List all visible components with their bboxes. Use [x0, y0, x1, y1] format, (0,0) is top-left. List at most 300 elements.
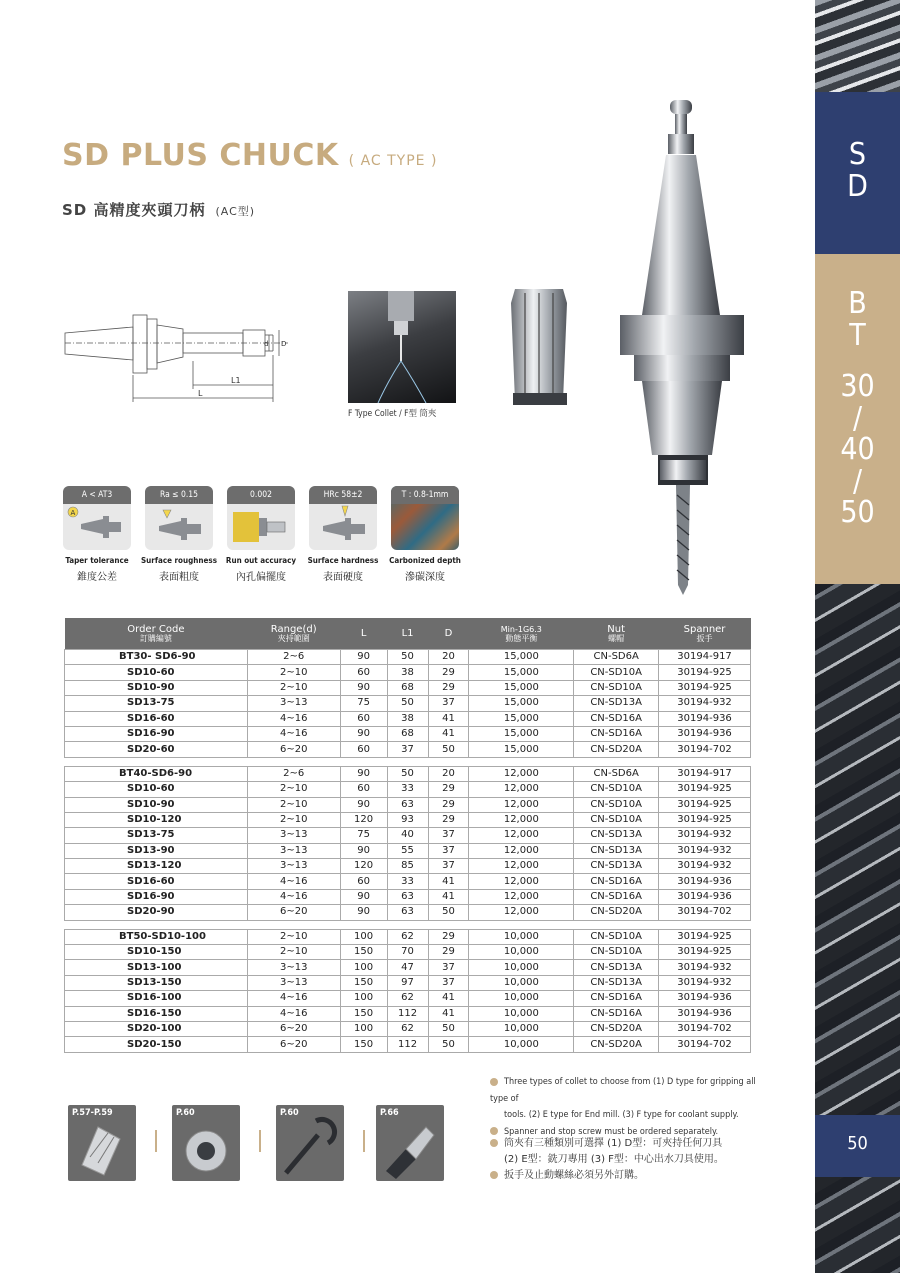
table-cell: 2~10 [247, 929, 340, 944]
table-row [65, 1037, 751, 1052]
table-cell: 62 [387, 929, 428, 944]
table-cell: 90 [340, 843, 387, 858]
table-cell: 2~10 [247, 782, 340, 797]
table-cell: 20 [428, 766, 469, 781]
table-cell: CN-SD6A [574, 650, 659, 665]
order-code-cell: SD13-150 [65, 975, 248, 990]
table-cell: 112 [387, 1006, 428, 1021]
table-row [65, 1021, 751, 1036]
table-cell: 6~20 [247, 742, 340, 757]
table-row [65, 650, 751, 665]
table-row [65, 665, 751, 680]
table-row [65, 797, 751, 812]
page-title-text: SD PLUS CHUCK [62, 138, 339, 173]
accessory-page-ref: P.57-P.59 [72, 1108, 113, 1118]
table-cell: 30194-925 [659, 797, 751, 812]
table-cell: 12,000 [469, 766, 574, 781]
table-cell: 30194-936 [659, 1006, 751, 1021]
table-row [65, 696, 751, 711]
table-cell: 4~16 [247, 874, 340, 889]
table-cell: 30194-936 [659, 991, 751, 1006]
table-cell: 90 [340, 650, 387, 665]
table-cell: CN-SD16A [574, 726, 659, 741]
order-code-cell: SD10-150 [65, 945, 248, 960]
accessory-spanner[interactable] [276, 1105, 344, 1181]
col-l: L [340, 618, 387, 650]
table-cell: 120 [340, 812, 387, 827]
table-cell: 12,000 [469, 797, 574, 812]
accessory-collet[interactable] [68, 1105, 136, 1181]
table-cell: 41 [428, 711, 469, 726]
spec-label-zh: 表面粗度 [159, 572, 199, 583]
table-cell: CN-SD16A [574, 991, 659, 1006]
table-row [65, 742, 751, 757]
note-zh-collet-types: 筒夾有三種類別可選擇 (1) D型：可夾持任何刀具 [490, 1136, 760, 1152]
table-cell: 6~20 [247, 905, 340, 920]
page-number-tab [815, 1115, 900, 1177]
bullet-icon [490, 1139, 498, 1147]
note-collet-types: Three types of collet to choose from (1) D type for gripping all type of [490, 1077, 756, 1104]
col-order-code: Order Code 訂購編號 [65, 618, 248, 650]
spec-label-zh: 內孔偏擺度 [236, 572, 286, 583]
table-row [65, 859, 751, 874]
notes-chinese [490, 1136, 760, 1184]
table-cell: 29 [428, 680, 469, 695]
table-cell: 6~20 [247, 1037, 340, 1052]
table-cell: 90 [340, 766, 387, 781]
table-cell: 10,000 [469, 991, 574, 1006]
table-cell: 3~13 [247, 859, 340, 874]
table-cell: 2~10 [247, 812, 340, 827]
table-cell: CN-SD13A [574, 843, 659, 858]
table-cell: CN-SD10A [574, 945, 659, 960]
table-cell: 30194-702 [659, 1021, 751, 1036]
table-cell: CN-SD13A [574, 975, 659, 990]
table-cell: 40 [387, 828, 428, 843]
accessory-separator [155, 1130, 157, 1152]
order-code-cell: SD10-60 [65, 782, 248, 797]
page-number: 50 [847, 1133, 868, 1154]
order-code-cell: BT30- SD6-90 [65, 650, 248, 665]
table-cell: 50 [428, 905, 469, 920]
table-cell: 30194-932 [659, 843, 751, 858]
spec-label-zh: 表面硬度 [323, 572, 363, 583]
table-cell: 68 [387, 726, 428, 741]
table-cell: 70 [387, 945, 428, 960]
table-row [65, 812, 751, 827]
table-cell: 2~6 [247, 766, 340, 781]
table-cell: 30194-925 [659, 782, 751, 797]
table-cell: 50 [387, 696, 428, 711]
table-cell: 47 [387, 960, 428, 975]
table-cell: 4~16 [247, 889, 340, 904]
order-code-cell: SD10-90 [65, 797, 248, 812]
table-cell: 112 [387, 1037, 428, 1052]
table-cell: CN-SD10A [574, 680, 659, 695]
table-cell: 41 [428, 1006, 469, 1021]
spec-marker-a: A [70, 509, 76, 517]
table-cell: 12,000 [469, 843, 574, 858]
spec-surface-hardness [309, 486, 377, 583]
table-cell: 90 [340, 889, 387, 904]
table-cell: 10,000 [469, 975, 574, 990]
table-cell: 12,000 [469, 874, 574, 889]
note-order-separately: Spanner and stop screw must be ordered separately. [490, 1124, 760, 1141]
table-cell: 120 [340, 859, 387, 874]
order-code-cell: SD16-100 [65, 991, 248, 1006]
order-code-cell: SD20-90 [65, 905, 248, 920]
order-code-cell: SD20-150 [65, 1037, 248, 1052]
table-cell: 30194-925 [659, 945, 751, 960]
bullet-icon [490, 1171, 498, 1179]
table-cell: 37 [428, 828, 469, 843]
hardness-icon [309, 504, 377, 550]
table-cell: 150 [340, 1006, 387, 1021]
spec-label-zh: 滲碳深度 [405, 572, 445, 583]
note-zh-collet-types-cont: (2) E型：銑刀專用 (3) F型：中心出水刀具使用。 [504, 1154, 724, 1165]
table-cell: 30194-936 [659, 889, 751, 904]
table-cell: 30194-932 [659, 696, 751, 711]
table-cell: 63 [387, 889, 428, 904]
table-cell: 12,000 [469, 812, 574, 827]
table-cell: 29 [428, 665, 469, 680]
table-cell: 10,000 [469, 945, 574, 960]
schematic-label-d-large: D [281, 340, 287, 348]
table-cell: 60 [340, 711, 387, 726]
table-cell: 68 [387, 680, 428, 695]
spec-header: 0.002 [227, 486, 295, 504]
order-code-cell: SD13-75 [65, 696, 248, 711]
table-row [65, 1006, 751, 1021]
table-cell: 37 [428, 859, 469, 874]
table-cell: 30194-925 [659, 929, 751, 944]
page-subtitle-text: SD 高精度夾頭刀柄 [62, 201, 206, 219]
col-range: Range(d) 夾持範圍 [247, 618, 340, 650]
table-cell: 3~13 [247, 828, 340, 843]
table-cell: CN-SD13A [574, 828, 659, 843]
table-cell: 93 [387, 812, 428, 827]
table-cell: 12,000 [469, 859, 574, 874]
taper-icon [63, 504, 131, 550]
table-row [65, 766, 751, 781]
side-tab-bt-label: B T [848, 286, 867, 353]
side-tab-sd-label: S D [847, 137, 868, 204]
table-cell: 30194-925 [659, 812, 751, 827]
spec-surface-roughness [141, 486, 217, 583]
table-cell: 37 [428, 960, 469, 975]
col-nut: Nut 螺帽 [574, 618, 659, 650]
table-cell: CN-SD16A [574, 889, 659, 904]
table-cell: 38 [387, 665, 428, 680]
table-cell: 30194-936 [659, 874, 751, 889]
table-cell: 75 [340, 828, 387, 843]
table-row [65, 711, 751, 726]
notes-english [490, 1074, 760, 1140]
order-code-cell: SD10-120 [65, 812, 248, 827]
table-cell: CN-SD6A [574, 766, 659, 781]
table-cell: 29 [428, 945, 469, 960]
spec-label-en: Carbonized depth [389, 556, 461, 565]
order-code-cell: SD16-60 [65, 874, 248, 889]
table-cell: CN-SD20A [574, 905, 659, 920]
table-cell: 90 [340, 905, 387, 920]
table-cell: 30194-917 [659, 650, 751, 665]
spec-label-zh: 錐度公差 [77, 572, 117, 583]
table-cell: 2~10 [247, 680, 340, 695]
table-cell: 90 [340, 726, 387, 741]
order-code-cell: SD20-60 [65, 742, 248, 757]
page-subtitle [62, 199, 255, 220]
table-cell: 37 [428, 696, 469, 711]
table-cell: 90 [340, 797, 387, 812]
table-cell: CN-SD10A [574, 797, 659, 812]
table-cell: 30194-702 [659, 1037, 751, 1052]
table-cell: CN-SD10A [574, 929, 659, 944]
table-cell: 60 [340, 742, 387, 757]
table-cell: 12,000 [469, 828, 574, 843]
table-cell: 100 [340, 991, 387, 1006]
table-header-row [65, 618, 751, 650]
accessory-stop-screw[interactable] [376, 1105, 444, 1181]
table-row [65, 828, 751, 843]
page-title-suffix: ( AC TYPE ) [348, 153, 438, 169]
order-code-cell: SD16-90 [65, 889, 248, 904]
table-cell: 10,000 [469, 1021, 574, 1036]
table-cell: 30194-932 [659, 828, 751, 843]
bullet-icon [490, 1127, 498, 1135]
table-cell: 30194-917 [659, 766, 751, 781]
table-cell: 41 [428, 726, 469, 741]
table-cell: 38 [387, 711, 428, 726]
table-cell: 41 [428, 889, 469, 904]
col-l1: L1 [387, 618, 428, 650]
collet-image [503, 283, 576, 413]
table-cell: 30194-925 [659, 680, 751, 695]
table-cell: 15,000 [469, 711, 574, 726]
table-cell: 150 [340, 1037, 387, 1052]
spec-label-en: Surface hardness [307, 556, 379, 565]
table-cell: 29 [428, 782, 469, 797]
table-row [65, 782, 751, 797]
table-cell: 4~16 [247, 726, 340, 741]
table-cell: 29 [428, 812, 469, 827]
table-cell: 37 [387, 742, 428, 757]
col-d: D [428, 618, 469, 650]
table-cell: 55 [387, 843, 428, 858]
table-cell: 15,000 [469, 650, 574, 665]
schematic-label-d-small: d [264, 340, 269, 348]
table-cell: 90 [340, 680, 387, 695]
order-code-cell: SD13-120 [65, 859, 248, 874]
table-cell: 12,000 [469, 889, 574, 904]
table-row [65, 945, 751, 960]
table-cell: 6~20 [247, 1021, 340, 1036]
order-code-cell: SD10-90 [65, 680, 248, 695]
table-row [65, 929, 751, 944]
table-cell: 60 [340, 665, 387, 680]
order-code-cell: SD13-90 [65, 843, 248, 858]
table-row [65, 726, 751, 741]
order-code-cell: BT50-SD10-100 [65, 929, 248, 944]
table-cell: 50 [428, 1021, 469, 1036]
table-cell: 4~16 [247, 991, 340, 1006]
col-balance: Min-1G6.3 動態平衡 [469, 618, 574, 650]
table-cell: 62 [387, 991, 428, 1006]
table-row [65, 975, 751, 990]
table-cell: 75 [340, 696, 387, 711]
table-cell: CN-SD10A [574, 665, 659, 680]
table-cell: CN-SD20A [574, 742, 659, 757]
table-cell: 3~13 [247, 975, 340, 990]
table-cell: CN-SD13A [574, 696, 659, 711]
accessory-page-ref: P.60 [280, 1108, 299, 1118]
machine-photo [348, 291, 456, 403]
accessory-page-ref: P.60 [176, 1108, 195, 1118]
table-cell: 97 [387, 975, 428, 990]
table-cell: 41 [428, 874, 469, 889]
table-cell: 30194-932 [659, 859, 751, 874]
table-cell: 2~10 [247, 797, 340, 812]
roughness-icon [145, 504, 213, 550]
table-cell: 10,000 [469, 929, 574, 944]
schematic-label-l: L [198, 389, 203, 398]
table-cell: CN-SD20A [574, 1021, 659, 1036]
table-cell: 4~16 [247, 711, 340, 726]
table-cell: 30194-932 [659, 960, 751, 975]
table-cell: 30194-702 [659, 905, 751, 920]
side-tab-bt[interactable] [815, 254, 900, 584]
table-cell: 30194-702 [659, 742, 751, 757]
table-cell: 10,000 [469, 1037, 574, 1052]
table-cell: 150 [340, 945, 387, 960]
table-cell: CN-SD10A [574, 782, 659, 797]
collet-caption: F Type Collet / F型 筒夾 [348, 409, 437, 419]
accessory-page-ref: P.66 [380, 1108, 399, 1118]
table-cell: 2~10 [247, 665, 340, 680]
spec-header: A < AT3 [63, 486, 131, 504]
runout-icon [227, 504, 295, 550]
table-cell: 50 [428, 1037, 469, 1052]
page-subtitle-suffix: (AC型) [215, 205, 256, 218]
table-cell: CN-SD16A [574, 711, 659, 726]
table-cell: 100 [340, 1021, 387, 1036]
table-cell: 63 [387, 797, 428, 812]
table-cell: 29 [428, 797, 469, 812]
table-row [65, 889, 751, 904]
table-cell: 85 [387, 859, 428, 874]
table-row [65, 991, 751, 1006]
table-cell: 3~13 [247, 696, 340, 711]
spec-taper-tolerance [63, 486, 131, 583]
table-cell: 50 [387, 766, 428, 781]
table-row [65, 680, 751, 695]
order-code-cell: SD16-60 [65, 711, 248, 726]
table-cell: 60 [340, 782, 387, 797]
schematic-label-l1: L1 [231, 376, 241, 385]
table-cell: 30194-936 [659, 726, 751, 741]
table-cell: 30194-932 [659, 975, 751, 990]
table-cell: CN-SD20A [574, 1037, 659, 1052]
table-row [65, 960, 751, 975]
table-cell: 15,000 [469, 680, 574, 695]
accessory-separator [259, 1130, 261, 1152]
order-code-cell: SD16-150 [65, 1006, 248, 1021]
bullet-icon [490, 1078, 498, 1086]
accessory-separator [363, 1130, 365, 1152]
order-code-cell: SD13-75 [65, 828, 248, 843]
note-zh-order-separately: 扳手及止動螺絲必須另外訂購。 [490, 1168, 760, 1184]
table-row [65, 905, 751, 920]
table-cell: 15,000 [469, 696, 574, 711]
side-tab-sizes-label: 30 / 40 / 50 [840, 369, 875, 530]
tool-holder-image [600, 95, 760, 595]
table-cell: 63 [387, 905, 428, 920]
table-cell: 37 [428, 975, 469, 990]
table-cell: 3~13 [247, 843, 340, 858]
table-cell: 2~10 [247, 945, 340, 960]
table-cell: 10,000 [469, 960, 574, 975]
table-cell: 150 [340, 975, 387, 990]
table-cell: 62 [387, 1021, 428, 1036]
table-cell: 100 [340, 960, 387, 975]
side-metal-image [815, 0, 900, 92]
table-cell: 15,000 [469, 742, 574, 757]
table-row [65, 843, 751, 858]
table-cell: 15,000 [469, 726, 574, 741]
table-cell: 10,000 [469, 1006, 574, 1021]
spec-header: HRc 58±2 [309, 486, 377, 504]
spec-header: Ra ≤ 0.15 [145, 486, 213, 504]
note-collet-types-cont: tools. (2) E type for End mill. (3) F type for coolant supply. [504, 1110, 739, 1120]
order-code-cell: SD16-90 [65, 726, 248, 741]
spec-label-en: Surface roughness [141, 556, 217, 565]
table-cell: 3~13 [247, 960, 340, 975]
spec-carbonized-depth [391, 486, 459, 583]
side-tab-sd[interactable] [815, 92, 900, 254]
table-cell: CN-SD13A [574, 960, 659, 975]
accessory-nut[interactable] [172, 1105, 240, 1181]
table-cell: 2~6 [247, 650, 340, 665]
table-cell: 15,000 [469, 665, 574, 680]
table-cell: 37 [428, 843, 469, 858]
table-cell: 60 [340, 874, 387, 889]
table-cell: 50 [428, 742, 469, 757]
spec-table [64, 618, 751, 1053]
table-cell: 30194-936 [659, 711, 751, 726]
spec-run-out-accuracy [227, 486, 295, 583]
table-cell: 20 [428, 650, 469, 665]
table-group-gap [65, 757, 751, 766]
spec-label-en: Run out accuracy [225, 556, 297, 565]
table-cell: 100 [340, 929, 387, 944]
table-cell: CN-SD10A [574, 812, 659, 827]
table-cell: CN-SD13A [574, 859, 659, 874]
schematic-drawing [63, 305, 298, 405]
table-cell: 50 [387, 650, 428, 665]
col-spanner: Spanner 扳手 [659, 618, 751, 650]
table-cell: 4~16 [247, 1006, 340, 1021]
order-code-cell: SD20-100 [65, 1021, 248, 1036]
spec-label-en: Taper tolerance [65, 556, 129, 565]
order-code-cell: SD13-100 [65, 960, 248, 975]
order-code-cell: BT40-SD6-90 [65, 766, 248, 781]
table-cell: CN-SD16A [574, 1006, 659, 1021]
table-cell: 29 [428, 929, 469, 944]
table-cell: 12,000 [469, 905, 574, 920]
table-cell: 33 [387, 874, 428, 889]
order-code-cell: SD10-60 [65, 665, 248, 680]
spec-header: T : 0.8-1mm [391, 486, 459, 504]
